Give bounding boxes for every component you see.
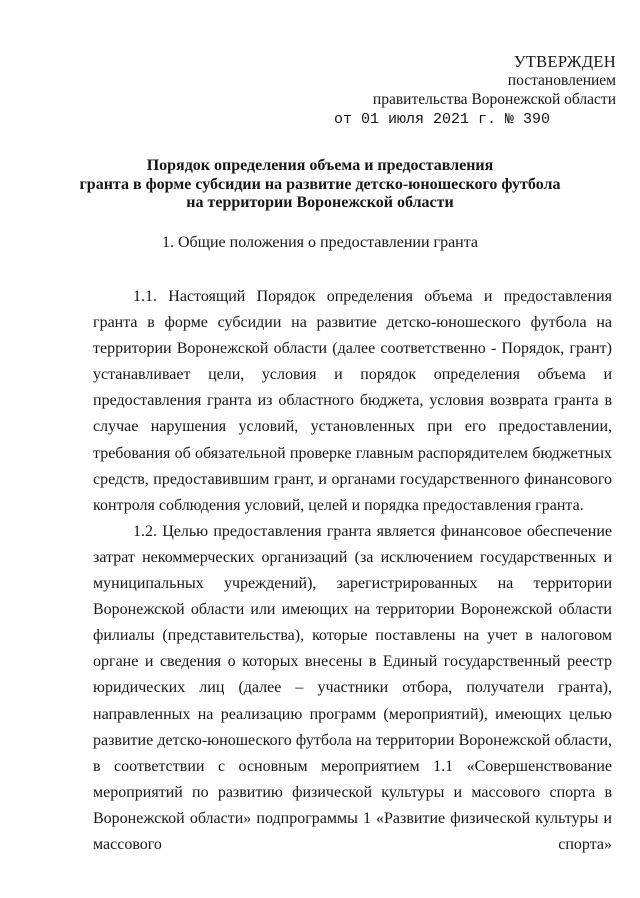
document-title-line-1: Порядок определения объема и предоставления <box>146 157 494 174</box>
paragraph-1-2: 1.2. Целью предоставления гранта является финансовое обеспечение затрат некоммерческих организаций (за исключением государственных и муниципальных учреждений), зарегистрированных на территории Воронежской области или имеющих на территории Воронежской области филиалы (представительства), которые поставлены на учет в налоговом органе и сведения о которых внесены в Единый государственный реестр юридических лиц (далее – участники отбора, получатели гранта), направленных на реализацию программ (мероприятий), имеющих целью развитие детско-юношеского футбола на территории Воронежской области, в соответствии с основным мероприятием 1.1 «Совершенствование мероприятий по развитию физической культуры и массового спорта в Воронежской области» подпрограммы 1 «Развитие физической культуры и массового спорта» <box>93 522 612 853</box>
approval-title: УТВЕРЖДЕН <box>513 52 616 71</box>
document-title <box>0 157 640 213</box>
approval-date-number: от 01 июля 2021 г. № 390 <box>333 111 550 128</box>
paragraph-1-1: 1.1. Настоящий Порядок определения объема и предоставления гранта в форме субсидии на развитие детско-юношеского футбола на территории Воронежской области (далее соответственно - Порядок, грант) устанавливает цели, условия и порядок определения объема и предоставления гранта из областного бюджета, условия возврата гранта в случае нарушения условий, установленных при его предоставлении, требования об обязательной проверке главным распорядителем бюджетных средств, предоставившим грант, и органами государственного финансового контроля соблюдения условий, целей и порядка предоставления гранта. <box>93 288 612 514</box>
approval-stamp <box>334 52 616 129</box>
section-heading: 1. Общие положения о предоставлении гранта <box>161 234 479 251</box>
document-body <box>93 284 612 858</box>
document-title-line-3: на территории Воронежской области <box>186 194 454 211</box>
approval-line-resolution: постановлением <box>507 72 616 89</box>
approval-line-government: правительства Воронежской области <box>372 91 616 108</box>
document-title-line-2: гранта в форме субсидии на развитие детско-юношеского футбола <box>79 175 561 193</box>
